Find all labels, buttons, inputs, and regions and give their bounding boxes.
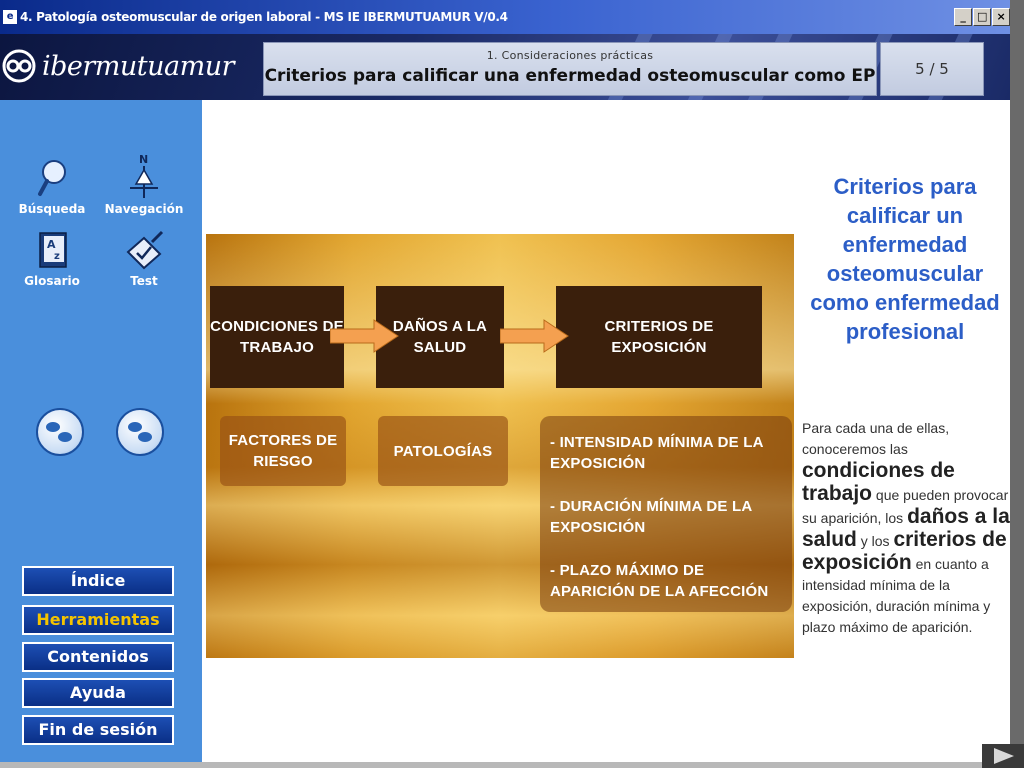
minimize-button[interactable]: _ — [954, 8, 972, 26]
svg-text:A: A — [47, 238, 56, 251]
side-text-1: Para cada una de ellas, conoceremos las — [802, 420, 950, 457]
criteria-item-plazo: - PLAZO MÁXIMO DE APARICIÓN DE LA AFECCIÓN — [550, 562, 769, 600]
course-header — [0, 34, 1010, 100]
maximize-button[interactable]: □ — [973, 8, 991, 26]
ibermutuamur-logo — [2, 46, 234, 86]
nav-herramientas-button[interactable]: Herramientas — [22, 605, 174, 635]
nav-fin-de-sesion-button[interactable]: Fin de sesión — [22, 715, 174, 745]
glossary-book-icon — [32, 230, 72, 272]
side-text-3: y los — [860, 533, 890, 549]
arrow-right-icon — [500, 318, 570, 354]
footprints-button-right[interactable] — [116, 408, 164, 456]
svg-text:N: N — [139, 153, 149, 166]
logo-text: ibermutuamur — [42, 50, 235, 82]
diagram-box-condiciones: CONDICIONES DE TRABAJO — [210, 286, 344, 388]
window-title: 4. Patología osteomuscular de origen laboral - MS IE IBERMUTUAMUR V/0.4 — [20, 10, 508, 24]
arrow-right-icon — [330, 318, 400, 354]
glossary-tool[interactable] — [6, 230, 98, 288]
magnifier-icon — [32, 156, 72, 200]
navigation-tool-label: Navegación — [104, 202, 184, 216]
footprints-button-left[interactable] — [36, 408, 84, 456]
taskbar-strip — [0, 762, 1024, 768]
slide-content — [202, 100, 1010, 762]
test-tool-label: Test — [130, 274, 158, 288]
test-tool[interactable] — [98, 230, 190, 288]
criteria-item-duracion: - DURACIÓN MÍNIMA DE LA EXPOSICIÓN — [550, 498, 752, 536]
diagram-box-criterios: CRITERIOS DE EXPOSICIÓN — [556, 286, 762, 388]
app-icon: e — [2, 9, 18, 25]
close-button[interactable]: × — [992, 8, 1010, 26]
logo-mark-icon — [2, 49, 36, 83]
sidebar — [0, 100, 202, 762]
side-emphasis-condiciones: condiciones de trabajo — [802, 459, 955, 505]
page-counter: 5 / 5 — [880, 42, 984, 96]
criteria-diagram — [206, 234, 794, 658]
slide-title-panel — [263, 42, 877, 96]
slide-title: Criterios para calificar una enfermedad osteomuscular como EP — [264, 66, 876, 86]
side-heading: Criterios para calificar un enfermedad osteomuscular como enfermedad profesional — [810, 174, 1000, 344]
side-body-text — [802, 418, 1010, 638]
window-title-bar[interactable] — [0, 0, 1010, 34]
side-text-4: en cuanto a intensidad mínima de la exposición, duración mínima y plazo máximo de aparición. — [802, 556, 991, 635]
search-tool-label: Búsqueda — [18, 202, 86, 216]
criteria-item-intensidad: - INTENSIDAD MÍNIMA DE LA EXPOSICIÓN — [550, 434, 764, 472]
footprints-icon — [128, 422, 142, 432]
next-slide-button[interactable] — [982, 744, 1024, 768]
section-name: 1. Consideraciones prácticas — [486, 49, 654, 62]
side-text-2: que pueden provocar su aparición, los — [802, 487, 1009, 526]
nav-contenidos-button[interactable]: Contenidos — [22, 642, 174, 672]
side-emphasis-criterios: criterios de exposición — [802, 528, 1007, 574]
search-tool[interactable] — [6, 156, 98, 216]
svg-text:z: z — [54, 251, 60, 262]
nav-ayuda-button[interactable]: Ayuda — [22, 678, 174, 708]
footprints-icon — [46, 422, 60, 432]
window-right-edge — [1010, 0, 1024, 744]
window-controls — [954, 8, 1010, 26]
glossary-tool-label: Glosario — [24, 274, 80, 288]
compass-icon — [124, 152, 164, 200]
side-emphasis-danos: daños a la salud — [802, 505, 1010, 551]
test-pencil-icon — [122, 230, 166, 272]
diagram-box-patologias: PATOLOGÍAS — [378, 416, 508, 486]
navigation-tool[interactable] — [98, 152, 190, 216]
diagram-box-danos: DAÑOS A LA SALUD — [376, 286, 504, 388]
diagram-box-factores: FACTORES DE RIESGO — [220, 416, 346, 486]
diagram-box-criteria-list — [540, 416, 792, 612]
nav-indice-button[interactable]: Índice — [22, 566, 174, 596]
